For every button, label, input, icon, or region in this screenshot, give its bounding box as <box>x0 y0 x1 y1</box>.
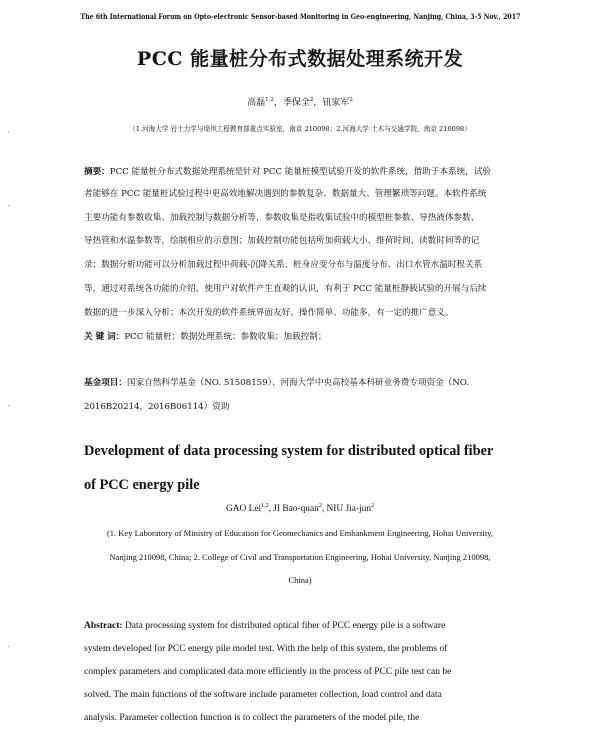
author-affil-sup: 1,2 <box>261 503 269 509</box>
conference-header: The 6th International Forum on Opto-electronic Sensor-based Monitoring in Geo-engineering, Nanjing, China, 3-5 Nov., 2017 <box>80 12 520 21</box>
chinese-authors <box>0 95 600 108</box>
fund-line: 2016B20214，2016B06114）资助 <box>84 402 230 412</box>
abstract-label: Abstract: <box>84 621 123 631</box>
english-authors <box>0 503 600 514</box>
author-separator: ， <box>313 98 323 108</box>
english-affiliation-line: Nanjing 210098, China; 2. College of Civil and Transportation Engineering, Hohai University, Nanjing 210098, <box>109 552 491 562</box>
english-abstract-line: analysis. Parameter collection function is to collect the parameters of the model pile, the <box>84 713 420 723</box>
author-affil-sup: 2 <box>349 97 353 103</box>
author-name: 高磊 <box>247 98 266 108</box>
author-name: 季保全 <box>282 98 310 108</box>
author-name: NIU Jia-jun <box>326 504 372 515</box>
chinese-title: PCC 能量桩分布式数据处理系统开发 <box>136 48 464 70</box>
english-abstract-line: system developed for PCC energy pile model test. With the help of this system, the problems of <box>84 644 448 654</box>
author-separator: ， <box>273 98 283 108</box>
author-affil-sup: 2 <box>318 503 322 509</box>
english-title-line: of PCC energy pile <box>84 477 200 493</box>
abstract-label: 摘要： <box>84 167 110 177</box>
chinese-abstract-line: 等，通过对系统各功能的介绍，使用户对软件产生直观的认识，有利于 PCC 能量桩静载试验的开展与后续 <box>84 284 487 294</box>
scan-speck <box>8 205 9 206</box>
chinese-abstract-line: 主要功能有参数收集、加载控制与数据分析等，参数收集是指收集试验中的模型桩参数、导热液体参数、 <box>84 213 480 223</box>
chinese-abstract-line: 导热管和水温参数等，绘制相应的示意图；加载控制功能包括所加荷载大小、维荷时间、读数时间等的记 <box>84 236 480 246</box>
fund-line <box>84 376 469 388</box>
chinese-affiliation: （1.河海大学 岩土力学与堤坝工程教育部重点实验室，南京 210098；2.河海大学 土木与交通学院，南京 210098） <box>129 125 471 133</box>
author-name: 钮家军 <box>322 98 350 108</box>
author-affil-sup: 2 <box>371 503 375 509</box>
chinese-abstract-line: 者能够在 PCC 能量桩试验过程中更高效地解决遇到的参数复杂、数据量大、管理繁琐等问题。本软件系统 <box>84 189 487 199</box>
chinese-abstract-line: 数据的进一步深入分析；本次开发的软件系统界面友好、操作简单、功能多，有一定的推广意义。 <box>84 308 454 318</box>
keywords-label: 关 键 词： <box>84 332 125 342</box>
fund-label: 基金项目： <box>84 378 127 388</box>
author-name: GAO Lei <box>225 504 262 515</box>
fund-text: 国家自然科学基金（NO. 51508159）、河海大学中央高校基本科研业务费专项资金（NO. <box>126 378 470 388</box>
english-abstract-line: complex parameters and complicated data more efficiently in the process of PCC pile test can be <box>84 667 452 677</box>
english-abstract-line <box>84 621 445 631</box>
keywords-text: PCC 能量桩；数据处理系统；参数收集；加载控制； <box>124 332 327 342</box>
english-affiliation-line: (1. Key Laboratory of Ministry of Education for Geomechanics and Embankment Engineering, Hohai University, <box>106 528 494 538</box>
chinese-abstract-line <box>84 165 491 177</box>
author-affil-sup: 1,2 <box>265 97 274 103</box>
abstract-text: Data processing system for distributed optical fiber of PCC energy pile is a software <box>124 621 446 631</box>
english-title-line: Development of data processing system for distributed optical fiber <box>84 443 494 459</box>
scan-speck <box>8 132 9 133</box>
scan-speck <box>8 646 9 647</box>
chinese-abstract-line: 录；数据分析功能可以分析加载过程中荷载-沉降关系、桩身应变分布与温度分布、出口水管水温时程关系 <box>84 260 483 270</box>
english-affiliation-line: China) <box>288 575 312 585</box>
chinese-keywords <box>84 330 327 342</box>
english-abstract-line: solved. The main functions of the software include parameter collection, load control and data <box>84 690 442 700</box>
scan-speck <box>8 405 9 406</box>
author-separator: , <box>321 504 327 515</box>
author-name: JI Bao-quan <box>273 504 319 515</box>
author-affil-sup: 2 <box>309 97 314 103</box>
author-separator: , <box>268 504 274 515</box>
abstract-text: PCC 能量桩分布式数据处理系统是针对 PCC 能量桩模型试验开发的软件系统，借助于本系统，试验 <box>109 167 492 177</box>
